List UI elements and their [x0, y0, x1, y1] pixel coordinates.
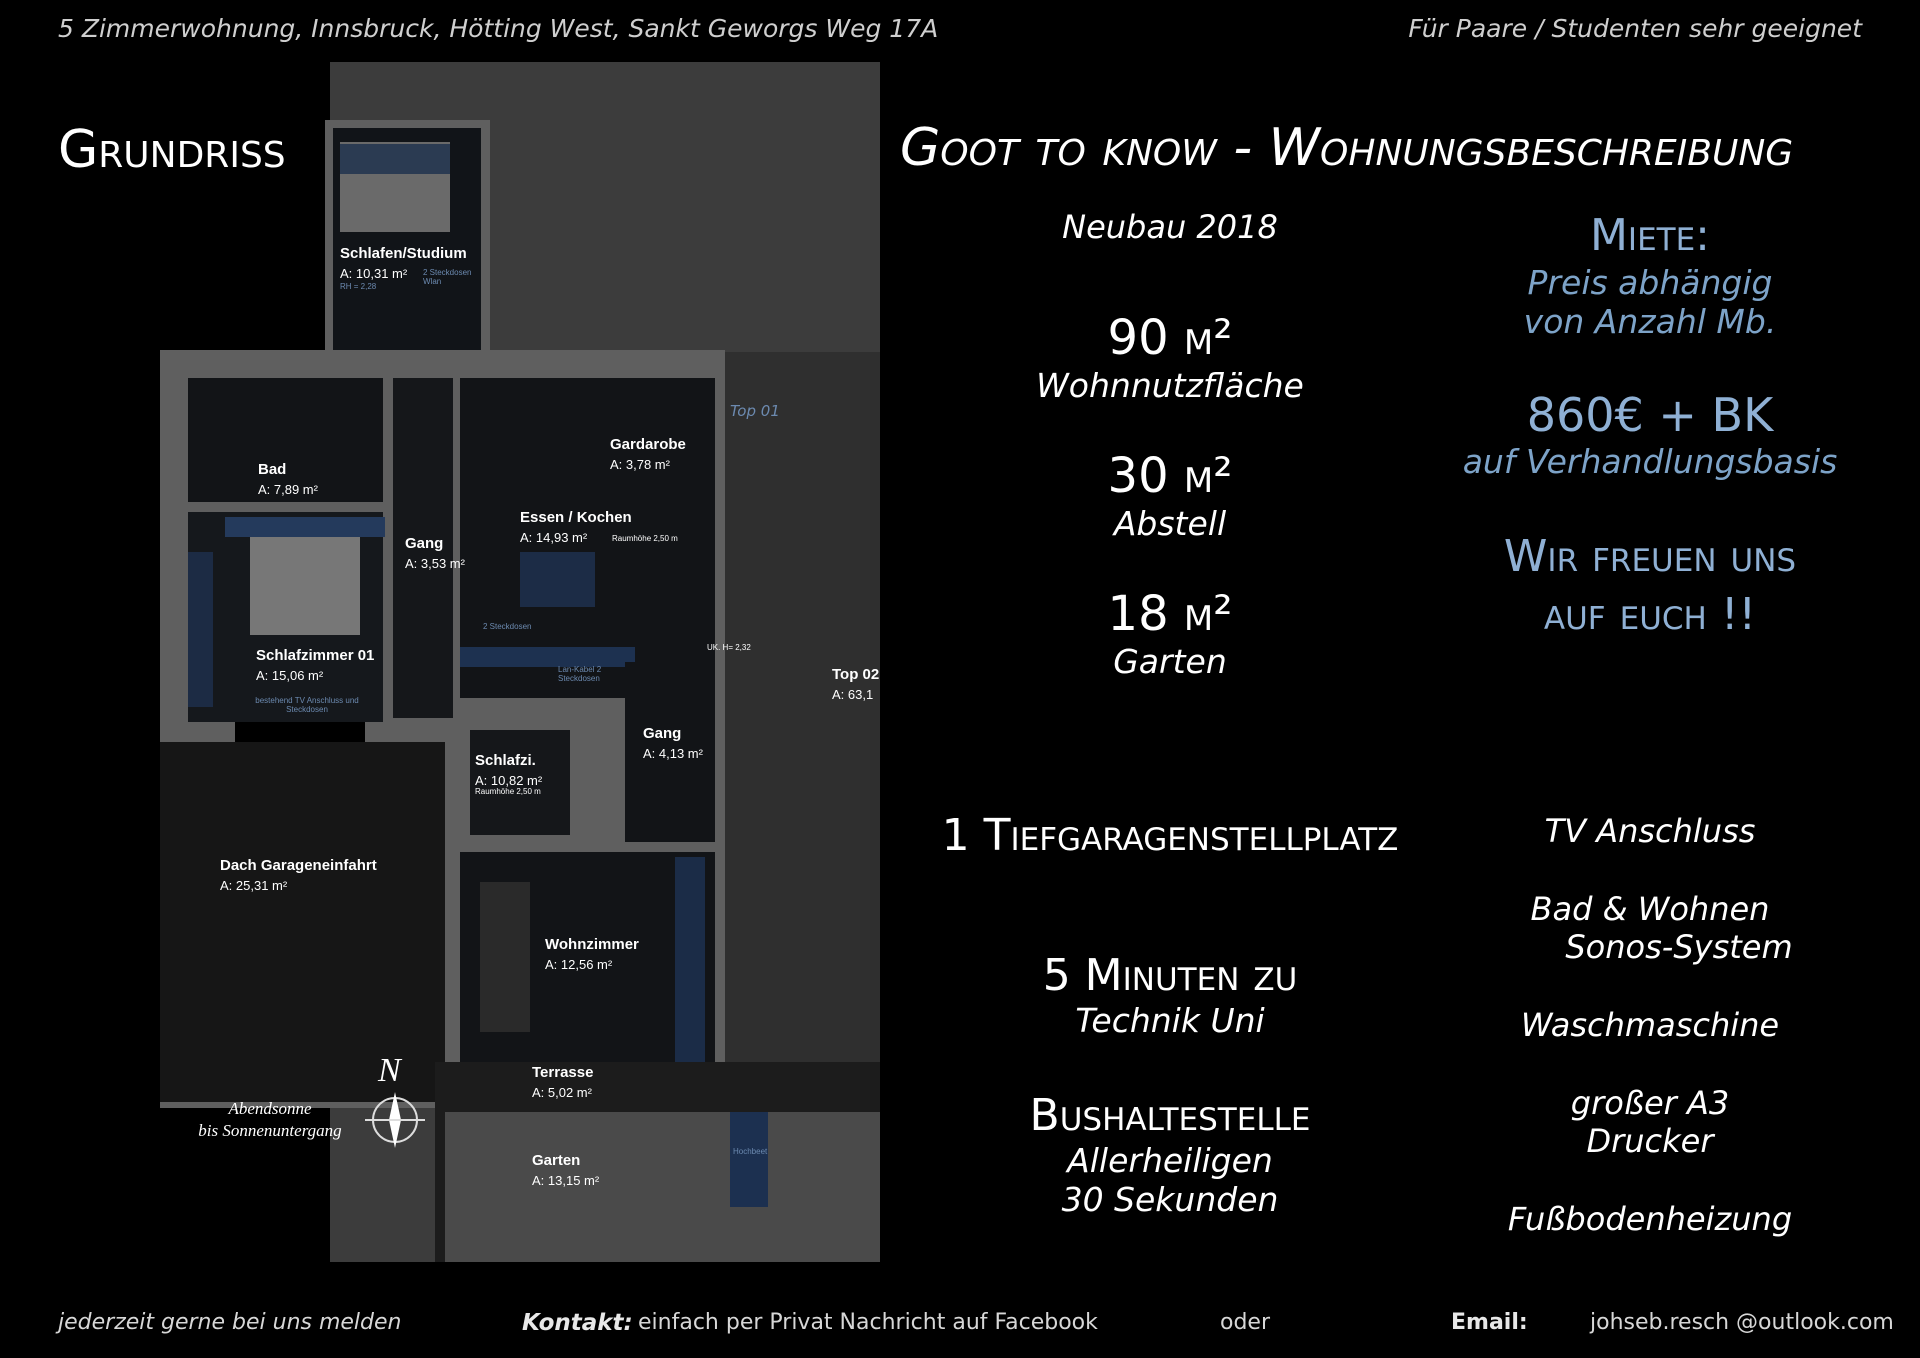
- uni-heading: 5 Minuten zu: [1042, 950, 1298, 1001]
- top01-label: Top 01: [730, 402, 780, 420]
- room-area: A: 3,53 m²: [405, 556, 465, 571]
- room-note: RH = 2,28: [340, 282, 377, 291]
- feature-item: Bad & Wohnen: [1530, 890, 1770, 928]
- room-area: A: 13,15 m²: [532, 1173, 600, 1188]
- fact-value: 18 m²: [1107, 586, 1233, 642]
- room-area: A: 7,89 m²: [258, 482, 318, 497]
- room-name: Gang: [405, 535, 444, 552]
- email-label: Email:: [1451, 1310, 1528, 1335]
- garage-info: 1 Tiefgaragenstellplatz: [941, 810, 1399, 861]
- fact-label: Wohnnutzfläche: [1036, 366, 1304, 405]
- room-note: 2 Steckdosen: [483, 622, 532, 631]
- or-text: oder: [1220, 1310, 1271, 1335]
- room-note: Lan-Kabel 2 Steckdosen: [558, 665, 602, 683]
- fact-block: [970, 448, 1370, 543]
- description-title: Goot to know - Wohnungsbeschreibung: [900, 118, 1794, 178]
- room-area: A: 10,31 m²: [340, 266, 408, 281]
- fact-block: [970, 310, 1370, 405]
- fact-label: Garten: [1113, 642, 1227, 681]
- fact-label: Abstell: [1113, 504, 1227, 543]
- rent-price-note: auf Verhandlungsbasis: [1462, 442, 1838, 481]
- rent-heading: Miete:: [1589, 210, 1711, 261]
- room-area: A: 14,93 m²: [520, 530, 588, 545]
- room-name: Wohnzimmer: [545, 936, 639, 953]
- feature-item: Fußbodenheizung: [1507, 1200, 1793, 1238]
- room-name: Terrasse: [532, 1064, 594, 1081]
- room-name: Schlafzimmer 01: [256, 647, 375, 664]
- room-note: 2 Steckdosen Wlan: [423, 268, 472, 286]
- email-address[interactable]: johseb.resch @outlook.com: [1590, 1310, 1894, 1335]
- rent-line2: von Anzahl Mb.: [1523, 302, 1777, 341]
- room-note: bestehend TV Anschluss und Steckdosen: [255, 696, 359, 714]
- room-area: A: 15,06 m²: [256, 668, 324, 683]
- contact-label: Kontakt:: [522, 1310, 633, 1336]
- floorplan: [155, 62, 880, 1262]
- floorplan-title: Grundriss: [58, 120, 286, 180]
- rent-price: 860€ + BK: [1526, 388, 1774, 442]
- room-name: Schlafen/Studium: [340, 245, 467, 262]
- room-area: A: 63,1: [832, 687, 874, 702]
- welcome-line1: Wir freuen uns: [1503, 531, 1797, 582]
- room-name: Gardarobe: [610, 436, 686, 453]
- room-area: A: 5,02 m²: [532, 1085, 592, 1100]
- uni-block: [970, 950, 1370, 1040]
- feature-item: großer A3: [1570, 1084, 1730, 1122]
- room-area: A: 10,82 m²: [475, 773, 543, 788]
- room-name: Dach Garageneinfahrt: [220, 857, 377, 874]
- rent-block: [1450, 210, 1850, 341]
- room-name: Bad: [258, 461, 287, 478]
- room-area: A: 3,78 m²: [610, 457, 670, 472]
- room-name: Garten: [532, 1152, 581, 1169]
- fact-block: [970, 586, 1370, 681]
- room-area: A: 25,31 m²: [220, 878, 288, 893]
- sun-note-line2: bis Sonnenuntergang: [198, 1121, 342, 1140]
- room-note: Raumhöhe 2,50 m: [475, 787, 541, 796]
- feature-item: Sonos-System: [1565, 928, 1793, 966]
- footer-left: jederzeit gerne bei uns melden: [58, 1310, 402, 1335]
- contact-text: einfach per Privat Nachricht auf Facebook: [638, 1310, 1098, 1335]
- neubau-year: Neubau 2018: [1062, 208, 1278, 246]
- bus-block: [970, 1090, 1370, 1219]
- suitability-header: Für Paare / Studenten sehr geeignet: [1408, 14, 1862, 43]
- room-name: Essen / Kochen: [520, 509, 632, 526]
- fact-value: 30 m²: [1107, 448, 1233, 504]
- bus-line2: 30 Sekunden: [1061, 1180, 1279, 1219]
- room-note: UK. H= 2,32: [707, 643, 751, 652]
- fact-value: 90 m²: [1107, 310, 1233, 366]
- feature-item: Drucker: [1586, 1122, 1714, 1160]
- sun-note: [195, 1098, 345, 1142]
- room-name: Schlafzi.: [475, 752, 536, 769]
- address-header: 5 Zimmerwohnung, Innsbruck, Hötting West, Sankt Geworgs Weg 17A: [58, 14, 939, 43]
- welcome-block: [1450, 528, 1850, 644]
- feature-item: Waschmaschine: [1520, 1006, 1780, 1044]
- room-note: Hochbeet: [733, 1147, 768, 1156]
- north-label: N: [378, 1052, 401, 1089]
- bus-heading: Bushaltestelle: [1029, 1090, 1311, 1141]
- uni-sub: Technik Uni: [1075, 1001, 1265, 1040]
- price-block: [1450, 388, 1850, 481]
- room-name: Gang: [643, 725, 682, 742]
- rent-line1: Preis abhängig: [1527, 263, 1773, 302]
- features-list: [1450, 812, 1850, 1238]
- welcome-line2: auf euch !!: [1543, 589, 1757, 640]
- room-name: Top 02: [832, 666, 880, 683]
- room-area: A: 4,13 m²: [643, 746, 703, 761]
- room-note: Raumhöhe 2,50 m: [612, 534, 678, 543]
- room-area: A: 12,56 m²: [545, 957, 613, 972]
- sun-note-line1: Abendsonne: [228, 1099, 312, 1118]
- feature-item: TV Anschluss: [1544, 812, 1756, 850]
- bus-line1: Allerheiligen: [1067, 1141, 1273, 1180]
